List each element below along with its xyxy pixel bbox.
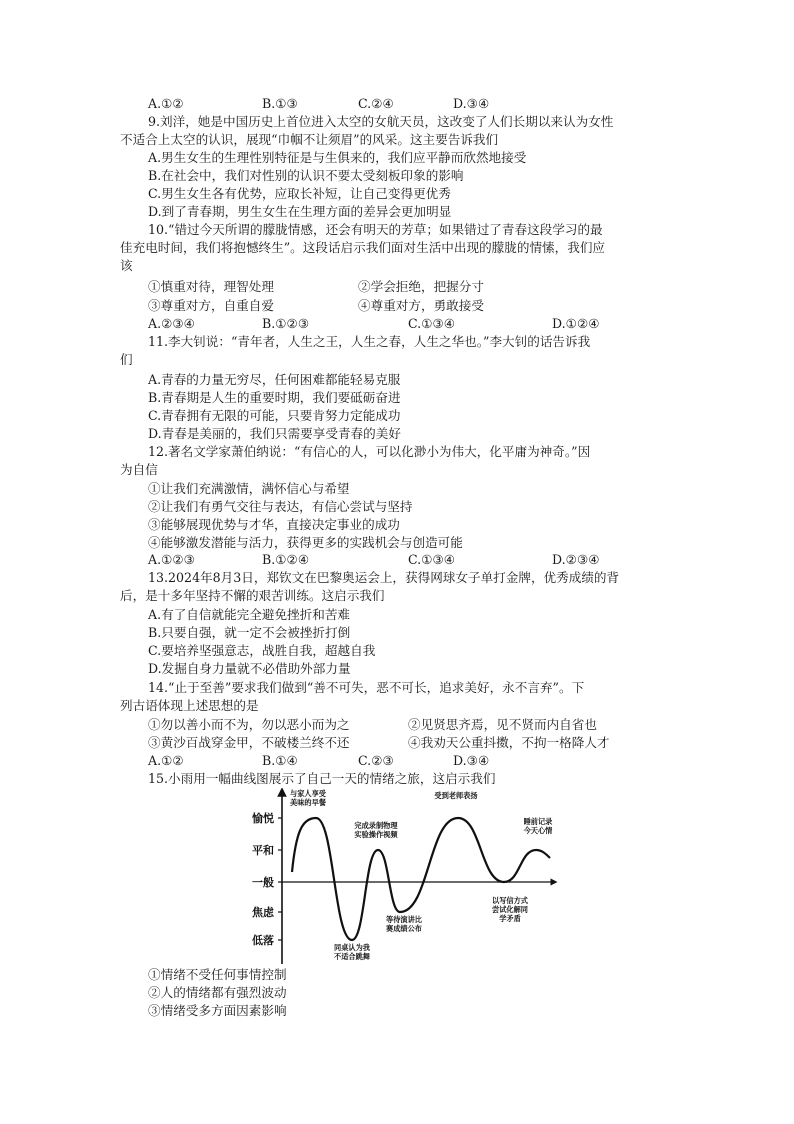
event-label: 与家人享受 [290,789,326,798]
q12-option-c: C.①③④ [408,552,456,567]
q10-item-2: ②学会拒绝，把握分寸 [358,279,484,294]
q15-item-2: ②人的情绪都有强烈波动 [148,985,287,1000]
q14-stem-line-1: 14.“止于至善”要求我们做到“善不可失，恶不可长，追求美好，永不言弃”。下 [148,680,585,695]
q12-item-3: ③能够展现优势与才华，直接决定事业的成功 [148,517,400,532]
event-label: 学矛盾 [499,914,521,923]
event-label: 不适合跳舞 [334,952,370,961]
q13-choice-a: A.有了自信就能完全避免挫折和苦难 [148,607,351,622]
q14-option-d: D.③④ [453,753,490,768]
q15-stem: 15.小雨用一幅曲线图展示了自己一天的情绪之旅，这启示我们 [148,771,496,786]
q9-choice-d: D.到了青春期，男生女生在生理方面的差异会更加明显 [148,204,452,219]
q14-item-2: ②见贤思齐焉，见不贤而内自省也 [408,717,597,732]
q11-choice-a: A.青春的力量无穷尽，任何困难都能轻易克服 [148,372,401,387]
q15-item-1: ①情绪不受任何事情控制 [148,967,287,982]
q12-stem-line-1: 12.著名文学家萧伯纳说：“有信心的人，可以化渺小为伟大，化平庸为神奇。”因 [148,444,591,459]
q12-option-a: A.①②③ [148,552,195,567]
q14-item-3: ③黄沙百战穿金甲，不破楼兰终不还 [148,735,350,750]
q12-stem-line-2: 为自信 [120,462,158,477]
event-label: 赛成绩公布 [386,924,422,933]
y-level-label: 一般 [252,876,274,889]
q14-option-a: A.①② [148,753,184,768]
q8-option-b: B.①③ [262,96,298,111]
q8-option-d: D.③④ [453,96,490,111]
event-label: 受到老师表扬 [434,791,478,800]
q13-stem-line-1: 13.2024年8月3日，郑钦文在巴黎奥运会上，获得网球女子单打金牌，优秀成绩的背 [148,570,620,585]
q12-item-2: ②让我们有勇气交往与表达，有信心尝试与坚持 [148,499,413,514]
q13-choice-d: D.发掘自身力量就不必借助外部力量 [148,661,351,676]
y-level-label: 平和 [252,844,274,857]
q13-choice-b: B.只要自强，就一定不会被挫折打倒 [148,625,351,640]
event-label: 美味的早餐 [290,798,326,807]
q10-item-1: ①慎重对待，理智处理 [148,279,274,294]
y-level-label: 愉悦 [252,812,274,825]
q10-item-3: ③尊重对方，自重自爱 [148,298,274,313]
event-label: 睡前记录 [523,817,553,826]
q12-item-4: ④能够激发潜能与活力，获得更多的实践机会与创造可能 [148,535,463,550]
q10-stem-line-3: 该 [120,258,133,273]
q14-option-b: B.①④ [262,753,298,768]
q8-option-a: A.①② [148,96,184,111]
q10-stem-line-1: 10.“错过今天所谓的朦胧情感，还会有明天的芳草；如果错过了青春这段学习的最 [148,222,603,237]
q14-option-c: C.②③ [358,753,394,768]
q10-item-4: ④尊重对方，勇敢接受 [358,298,484,313]
q11-stem-line-2: 们 [120,352,133,367]
q14-item-4: ④我劝天公重抖擞，不拘一格降人才 [408,735,610,750]
q13-choice-c: C.要培养坚强意志，战胜自我，超越自我 [148,643,376,658]
q12-item-1: ①让我们充满激情，满怀信心与希望 [148,481,350,496]
q12-option-d: D.②③④ [552,552,600,567]
q11-choice-d: D.青春是美丽的，我们只需要享受青春的美好 [148,426,401,441]
q15-item-3: ③情绪受多方面因素影响 [148,1003,287,1018]
q10-option-a: A.②③④ [148,316,195,331]
q14-stem-line-2: 列古语体现上述思想的是 [120,698,259,713]
q9-stem-line-2: 不适合上太空的认识，展现“巾帼不让须眉”的风采。这主要告诉我们 [120,132,499,147]
q11-stem-line-1: 11.李大钊说：“青年者，人生之王，人生之春，人生之华也。”李大钊的话告诉我 [148,334,591,349]
y-level-label: 焦虑 [252,906,274,919]
event-label: 尝试化解同 [492,905,528,914]
q9-choice-b: B.在社会中，我们对性别的认识不要太受刻板印象的影响 [148,168,464,183]
event-label: 实验操作视频 [354,830,398,839]
q10-stem-line-2: 佳充电时间，我们将抱憾终生”。这段话启示我们面对生活中出现的朦胧的情愫，我们应 [120,240,606,255]
q8-option-c: C.②④ [358,96,394,111]
q13-stem-line-2: 后，是十多年坚持不懈的艰苦训练。这启示我们 [120,588,385,603]
q9-choice-a: A.男生女生的生理性别特征是与生俱来的，我们应平静而欣然地接受 [148,150,527,165]
q10-option-d: D.①②④ [552,316,600,331]
q10-option-b: B.①②③ [262,316,310,331]
q11-choice-c: C.青春拥有无限的可能，只要肯努力定能成功 [148,408,401,423]
y-axis-labels [251,811,275,947]
q14-item-1: ①勿以善小而不为，勿以恶小而为之 [148,717,350,732]
q11-choice-b: B.青春期是人生的重要时期，我们要砥砺奋进 [148,390,401,405]
event-label: 等待演讲比 [386,915,422,924]
q12-option-b: B.①②④ [262,552,310,567]
event-label: 完成录制物理 [354,821,398,830]
event-label: 今天心情 [523,826,553,835]
emotion-curve-chart [248,788,560,966]
q9-choice-c: C.男生女生各有优势，应取长补短，让自己变得更优秀 [148,186,451,201]
y-level-label: 低落 [252,934,274,947]
event-label: 以写信方式 [492,896,528,905]
q10-option-c: C.①③④ [408,316,456,331]
q9-stem-line-1: 9.刘洋，她是中国历史上首位进入太空的女航天员，这改变了人们长期以来认为女性 [148,114,614,129]
event-label: 同桌认为我 [334,943,370,952]
